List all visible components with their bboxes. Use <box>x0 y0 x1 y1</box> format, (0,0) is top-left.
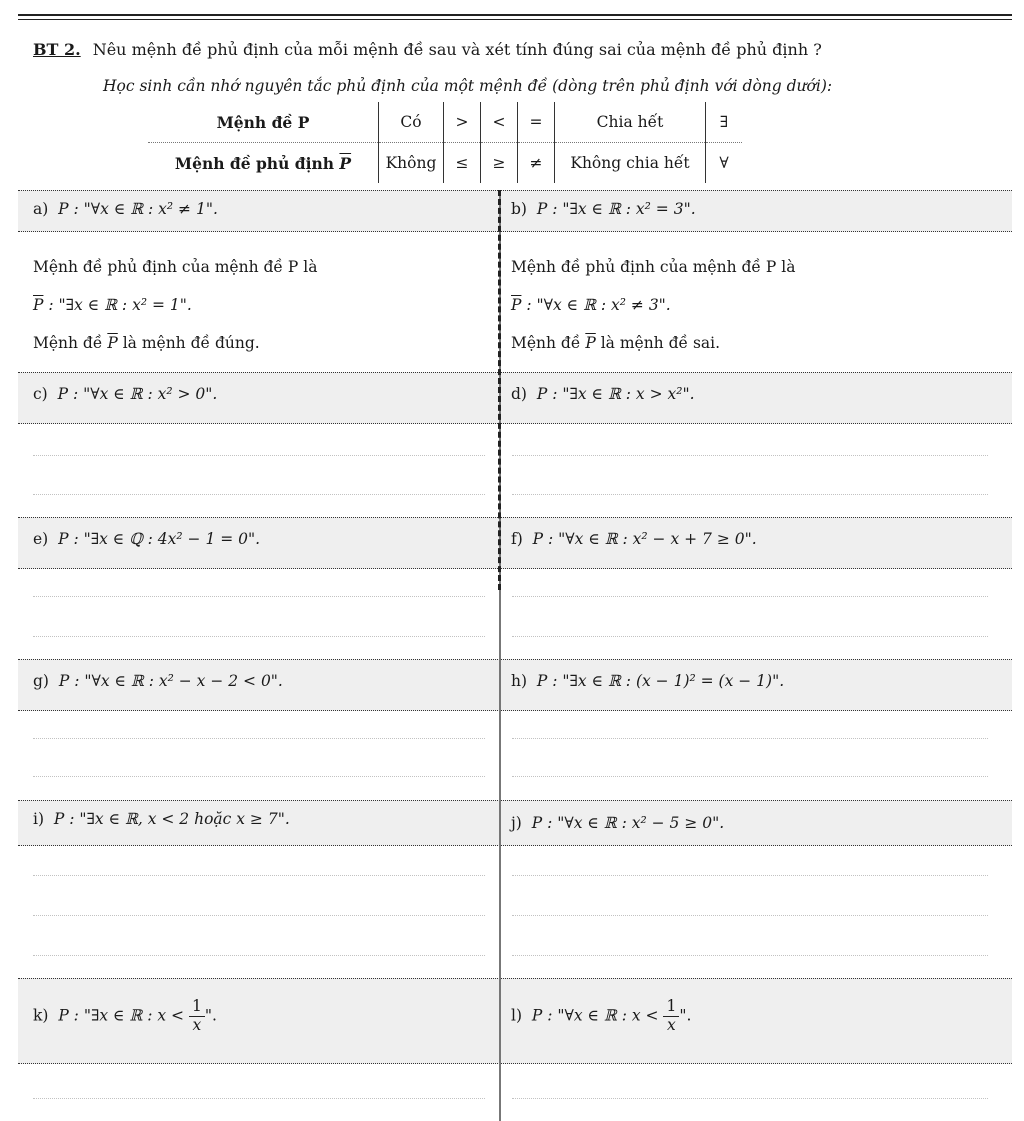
solution-a-line3 <box>33 334 260 352</box>
answer-line-k[interactable] <box>33 1098 485 1099</box>
item-c <box>33 385 217 403</box>
item-g <box>33 672 283 690</box>
item-l <box>511 998 691 1035</box>
solution-b-pre: Mệnh đề <box>511 334 586 352</box>
fraction-numerator: 1 <box>663 998 679 1017</box>
item-label: i) <box>33 810 45 828</box>
item-statement-suffix: ". <box>204 1006 217 1025</box>
fraction-denominator: x <box>667 1015 676 1034</box>
answer-line-j[interactable] <box>512 875 988 876</box>
fraction-numerator: 1 <box>189 998 205 1017</box>
item-statement: P : "∃x ∈ ℝ : x > x²". <box>536 385 695 403</box>
negation-rules-table <box>148 102 742 183</box>
answer-line-h[interactable] <box>512 738 988 739</box>
item-i <box>33 810 290 828</box>
exercise-title <box>33 40 822 59</box>
item-label: f) <box>511 530 523 548</box>
solution-a-line2 <box>33 296 192 314</box>
fraction <box>663 998 679 1035</box>
answer-line-l[interactable] <box>512 1098 988 1099</box>
answer-line-i[interactable] <box>33 955 485 956</box>
top-rule <box>18 14 1012 16</box>
item-label: e) <box>33 530 49 548</box>
item-h <box>511 672 784 690</box>
solution-b-verdict: là mệnh đề sai. <box>595 334 721 352</box>
top-rule-thin <box>18 19 1012 20</box>
answer-line-j[interactable] <box>512 915 988 916</box>
item-j <box>511 814 724 832</box>
item-label: g) <box>33 672 49 690</box>
item-e <box>33 530 260 548</box>
item-statement-prefix: P : "∀x ∈ ℝ : x < <box>531 1006 659 1025</box>
answer-line-d[interactable] <box>512 455 988 456</box>
table-cell: ∃ <box>706 102 743 143</box>
item-label: k) <box>33 1006 49 1025</box>
solution-a-negation: : "∃x ∈ ℝ : x² = 1". <box>43 296 192 314</box>
table-row-label <box>148 143 379 184</box>
solution-a-line1: Mệnh đề phủ định của mệnh đề P là <box>33 258 318 276</box>
negation-label-text: Mệnh đề phủ định <box>174 153 335 173</box>
table-cell: ≤ <box>444 143 481 184</box>
solution-b-negation: : "∀x ∈ ℝ : x² ≠ 3". <box>521 296 671 314</box>
fraction-denominator: x <box>192 1015 202 1034</box>
answer-line-j[interactable] <box>512 955 988 956</box>
solution-b-line1: Mệnh đề phủ định của mệnh đề P là <box>511 258 796 276</box>
item-statement: P : "∃x ∈ ℝ, x < 2 hoặc x ≥ 7". <box>53 810 290 828</box>
exercise-number: BT 2. <box>33 40 81 59</box>
item-label: d) <box>511 385 527 403</box>
table-cell: > <box>444 102 481 143</box>
answer-line-h[interactable] <box>512 776 988 777</box>
answer-line-d[interactable] <box>512 494 988 495</box>
table-row-negation <box>148 143 742 184</box>
item-statement: P : "∀x ∈ ℝ : x² − x − 2 < 0". <box>58 672 283 690</box>
item-label: j) <box>511 814 522 832</box>
answer-line-e[interactable] <box>33 636 485 637</box>
item-statement: P : "∀x ∈ ℝ : x² > 0". <box>57 385 218 403</box>
solution-a-pre: Mệnh đề <box>33 334 108 352</box>
item-statement: P : "∃x ∈ ℚ : 4x² − 1 = 0". <box>58 530 261 548</box>
p-bar-symbol: $\overline{P}$ <box>511 296 522 314</box>
answer-line-g[interactable] <box>33 776 485 777</box>
p-bar-symbol: $\overline{P}$ <box>585 334 596 352</box>
item-statement: P : "∀x ∈ ℝ : x² ≠ 1". <box>58 200 218 218</box>
p-bar-symbol: $\overline{P}$ <box>33 296 44 314</box>
item-d <box>511 385 695 403</box>
fraction <box>189 998 205 1035</box>
column-divider-dashed <box>498 190 501 590</box>
item-b <box>511 200 696 218</box>
table-cell: ≠ <box>518 143 555 184</box>
table-cell: = <box>518 102 555 143</box>
solution-b-line3 <box>511 334 720 352</box>
answer-line-f[interactable] <box>512 636 988 637</box>
item-statement-prefix: P : "∃x ∈ ℝ : x < <box>58 1006 185 1025</box>
answer-line-g[interactable] <box>33 738 485 739</box>
table-row-label: Mệnh đề P <box>148 102 379 143</box>
answer-line-i[interactable] <box>33 915 485 916</box>
answer-line-c[interactable] <box>33 455 485 456</box>
p-bar-symbol: $\overline{P}$ <box>339 153 352 173</box>
item-k <box>33 998 217 1035</box>
solution-b-line2 <box>511 296 671 314</box>
item-a <box>33 200 218 218</box>
item-label: l) <box>511 1006 523 1025</box>
table-cell: Không chia hết <box>555 143 706 184</box>
item-label: h) <box>511 672 528 690</box>
table-row-proposition <box>148 102 742 143</box>
item-statement: P : "∃x ∈ ℝ : x² = 3". <box>536 200 696 218</box>
table-cell: Chia hết <box>555 102 706 143</box>
answer-line-i[interactable] <box>33 875 485 876</box>
answer-line-e[interactable] <box>33 596 485 597</box>
item-statement: P : "∀x ∈ ℝ : x² − 5 ≥ 0". <box>531 814 725 832</box>
item-label: c) <box>33 385 48 403</box>
table-cell: < <box>481 102 518 143</box>
answer-line-c[interactable] <box>33 494 485 495</box>
table-cell: Không <box>379 143 444 184</box>
table-cell: ≥ <box>481 143 518 184</box>
item-label: b) <box>511 200 527 218</box>
table-cell: ∀ <box>706 143 743 184</box>
item-f <box>511 530 757 548</box>
item-statement-suffix: ". <box>679 1006 692 1025</box>
item-label: a) <box>33 200 49 218</box>
exercise-note: Học sinh cần nhớ nguyên tắc phủ định của một mệnh đề (dòng trên phủ định với dòng dưới): <box>103 77 833 95</box>
item-statement: P : "∀x ∈ ℝ : x² − x + 7 ≥ 0". <box>532 530 757 548</box>
exercise-question: Nêu mệnh đề phủ định của mỗi mệnh đề sau và xét tính đúng sai của mệnh đề phủ định ? <box>92 40 822 59</box>
solution-a-verdict: là mệnh đề đúng. <box>117 334 260 352</box>
item-statement: P : "∃x ∈ ℝ : (x − 1)² = (x − 1)". <box>536 672 785 690</box>
answer-line-f[interactable] <box>512 596 988 597</box>
p-bar-symbol: $\overline{P}$ <box>107 334 118 352</box>
table-cell: Có <box>379 102 444 143</box>
